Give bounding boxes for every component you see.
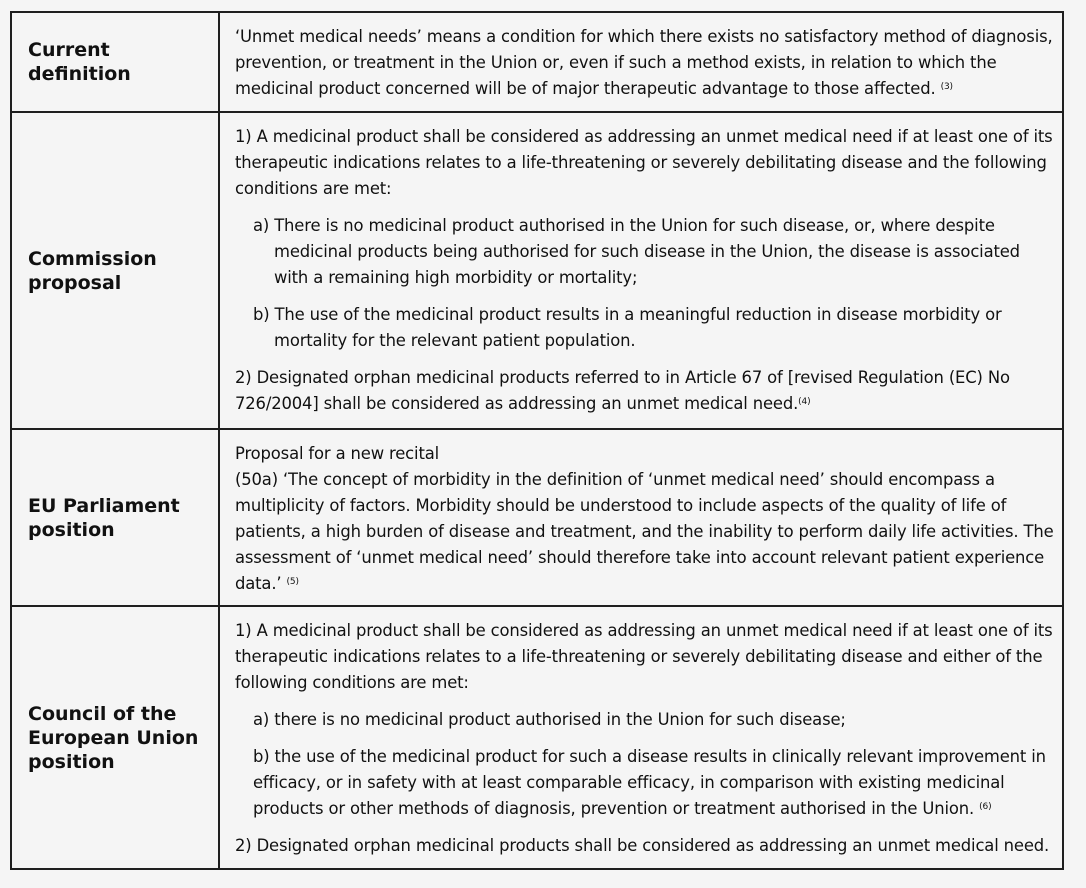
clause-2: 2) Designated orphan medicinal products shall be considered as addressing an unmet medical need. xyxy=(235,836,1050,855)
table-row-commission-proposal xyxy=(12,111,1062,428)
row-label: Current definition xyxy=(28,39,131,85)
clause-1a: a) there is no medicinal product authorised in the Union for such disease; xyxy=(253,710,846,729)
definition-paragraph xyxy=(235,24,1056,102)
paragraph-text: 2) Designated orphan medicinal products referred to in Article 67 of [revised Regulation (EC) No 726/2004] shall be considered as addressing an unmet medical need. xyxy=(235,368,1010,413)
unmet-medical-need-comparison-table xyxy=(10,11,1064,870)
paragraph-text: ‘Unmet medical needs’ means a condition for which there exists no satisfactory method of diagnosis, prevention, or treatment in the Union or, even if such a method exists, in relation to which the medicinal product concerned will be of major therapeutic advantage to those affected. xyxy=(235,27,1053,98)
recital-heading: Proposal for a new recital xyxy=(235,444,440,463)
row-content-cell xyxy=(220,607,1062,868)
clause-1a: a) There is no medicinal product authorised in the Union for such disease, or, where despite medicinal products being authorised for such disease in the Union, the disease is associated with a remaining high morbidity or mortality; xyxy=(253,216,1020,287)
row-label-cell xyxy=(12,607,220,868)
footnote-ref[interactable]: (5) xyxy=(286,577,299,587)
row-label-cell xyxy=(12,13,220,111)
row-content-cell xyxy=(220,430,1062,605)
table-row-council-position xyxy=(12,605,1062,868)
row-label-cell xyxy=(12,430,220,605)
paragraph-text: b) the use of the medicinal product for such a disease results in clinically relevant improvement in efficacy, or in safety with at least comparable efficacy, in comparison with existing medicinal products or other methods of diagnosis, prevention or treatment authorised in the Union. xyxy=(253,747,1046,818)
paragraph-text: (50a) ‘The concept of morbidity in the definition of ‘unmet medical need’ should encompass a multiplicity of factors. Morbidity should be understood to include aspects of the quality of life of patients, a high burden of disease and treatment, and the inability to perform daily life activities. The assessment of ‘unmet medical need’ should therefore take into account relevant patient experience data.’ xyxy=(235,470,1054,593)
clause-1b: b) The use of the medicinal product results in a meaningful reduction in disease morbidity or mortality for the relevant patient population. xyxy=(253,305,1002,350)
table-row-current-definition xyxy=(12,13,1062,111)
row-label: Commission proposal xyxy=(28,247,157,294)
recital-text xyxy=(235,467,1056,597)
table-row-eu-parliament-position xyxy=(12,428,1062,605)
clause-1: 1) A medicinal product shall be considered as addressing an unmet medical need if at least one of its therapeutic indications relates to a life-threatening or severely debilitating disease and the following conditions are met: xyxy=(235,127,1053,198)
footnote-ref[interactable]: (6) xyxy=(979,802,992,812)
clause-1b xyxy=(253,744,1056,822)
row-content-cell xyxy=(220,13,1062,111)
row-label-cell xyxy=(12,113,220,428)
row-content-cell xyxy=(220,113,1062,428)
clause-1: 1) A medicinal product shall be considered as addressing an unmet medical need if at least one of its therapeutic indications relates to a life-threatening or severely debilitating disease and either of the following conditions are met: xyxy=(235,621,1053,692)
footnote-ref[interactable]: (3) xyxy=(940,82,953,92)
row-label: EU Parliament position xyxy=(28,494,180,541)
clause-2 xyxy=(235,365,1056,417)
row-label: Council of the European Union position xyxy=(28,702,199,773)
footnote-ref[interactable]: (4) xyxy=(798,397,811,407)
